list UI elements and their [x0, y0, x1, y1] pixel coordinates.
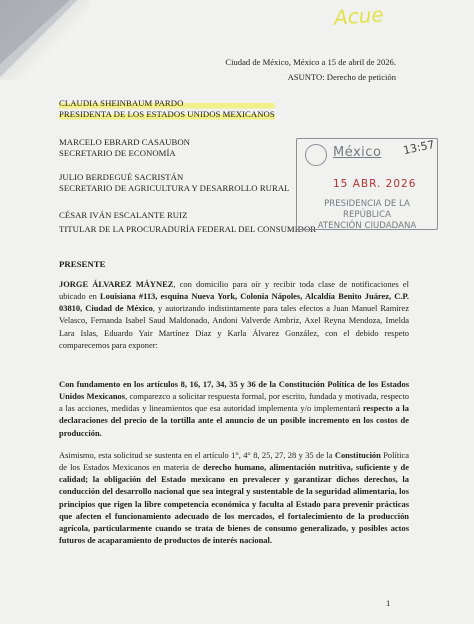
address: Louisiana #113, esquina Nueva York, Colonia Nápoles, Alcaldía Benito Juárez, C.P. 03810, Ciudad de México — [59, 291, 409, 314]
addressee-name: CÉSAR IVÁN ESCALANTE RUIZ — [59, 210, 188, 220]
rights-list: derecho humano, alimentación nutritiva, suficiente y de calidad; la obligación del Estado mexicano en prevalecer y garantizar dichos derechos, la conducción del desarrollo nacional que sea integral y sustentable de la seguridad alimentaria, los principios que rigen la libre competencia económica y faculta al Estado para prevenir prácticas que afecten el funcionamiento adecuado de los mercados, el fortalecimiento de la producción agrícola, particularmente cuando se trata de bienes de consumo generalizado, y posibles actos futuros de acaparamiento de productos de interés nacional. — [59, 462, 409, 546]
text: Asimismo, esta solicitud se sustenta en el artículo 1°, 4° 8, 25, 27, 28 y 35 de la — [59, 450, 335, 460]
addressee-1 — [59, 98, 275, 120]
addressee-name: CLAUDIA SHEINBAUM PARDO — [59, 98, 275, 109]
text: , comparezco a solicitar respuesta formal, por escrito, fundada y motivada, respecto a las acciones, medidas y lineamientos que esa autoridad implementa y/o implementará — [59, 391, 409, 414]
addressee-title: SECRETARIO DE ECONOMÍA — [59, 148, 176, 158]
stamp-office — [299, 199, 435, 232]
reception-stamp — [296, 138, 438, 230]
stamp-office-line1: PRESIDENCIA DE LA REPÚBLICA — [324, 199, 410, 220]
handwritten-note: Acue — [333, 2, 385, 30]
stamp-handwritten-time: 13:57 — [402, 137, 437, 158]
date-line: Ciudad de México, México a 15 de abril de 2026. — [225, 57, 396, 67]
subject-line: ASUNTO: Derecho de petición — [287, 72, 396, 82]
stamp-office-line2: ATENCIÓN CIUDADANA — [317, 221, 417, 231]
constitution: Constitución — [334, 450, 381, 460]
addressee-name: MARCELO EBRARD CASAUBON — [59, 137, 190, 147]
addressee-title: SECRETARIO DE AGRICULTURA Y DESARROLLO RURAL — [59, 183, 290, 193]
page-number: 1 — [386, 598, 391, 608]
stamp-date: 15 ABR. 2026 — [333, 178, 417, 190]
addressee-2 — [59, 137, 190, 159]
page-fold-shadow — [0, 0, 70, 64]
stamp-brand: México — [333, 145, 382, 160]
petitioner-name: JORGE ÁLVAREZ MÁYNEZ — [59, 279, 174, 289]
eagle-seal-icon — [305, 144, 327, 166]
text: , y autorizando indistintamente para tales efectos a Juan Manuel Ramírez Velasco, Fernanda Isabel Saud Maldonado, Andoni Valverde Ambriz, Axel Reyna Mendoza, Imelda Lara Islas, Eduardo Yair Martínez Díaz y Karla Álvarez González, con el debido respeto comparecemos para exponer: — [59, 303, 409, 350]
legal-basis: Con fundamento en los artículos 8, 16, 17, 34, 35 y 36 de la Constitución Política de los Estados Unidos Mexicanos — [59, 379, 409, 402]
text: , con domicilio para oír y recibir toda clase de notificaciones el ubicado en — [59, 279, 409, 302]
paragraph-petitioner — [59, 278, 409, 351]
addressee-title: PRESIDENTA DE LOS ESTADOS UNIDOS MEXICANOS — [59, 109, 275, 119]
addressee-name: JULIO BERDEGUÉ SACRISTÁN — [59, 172, 184, 182]
request-subject: respecto a la declaraciones del precio de la tortilla ante el anuncio de un posible incremento en los costos de producción. — [59, 403, 409, 438]
salutation: PRESENTE — [59, 259, 106, 269]
paragraph-legal-basis — [59, 378, 409, 439]
text: Política de los Estados Mexicanos en materia de — [59, 450, 409, 473]
paragraph-articles — [59, 449, 409, 546]
addressee-title: TITULAR DE LA PROCURADURÍA FEDERAL DEL CONSUMIDOR — [59, 224, 317, 234]
addressee-4 — [59, 210, 316, 235]
addressee-3 — [59, 172, 290, 194]
